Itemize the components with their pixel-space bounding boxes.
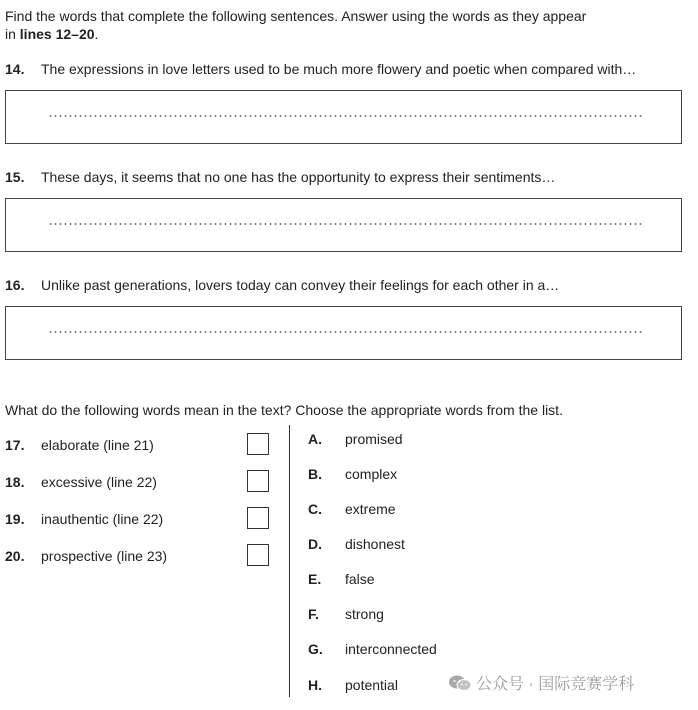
answer-line xyxy=(48,331,643,333)
question-text: These days, it seems that no one has the opportunity to express their sentiments… xyxy=(41,169,556,185)
answer-line xyxy=(48,223,643,225)
option-letter: A. xyxy=(308,431,322,447)
question-20 xyxy=(5,548,167,564)
question-16 xyxy=(5,277,559,293)
option-g xyxy=(308,641,437,657)
question-17 xyxy=(5,437,154,453)
question-number: 15. xyxy=(5,169,25,185)
question-number: 14. xyxy=(5,61,25,77)
question-number: 20. xyxy=(5,548,25,564)
watermark-text: 公众号 · 国际竞赛学科 xyxy=(476,676,635,693)
option-h xyxy=(308,677,398,693)
question-text: The expressions in love letters used to be much more flowery and poetic when compared with… xyxy=(41,61,637,77)
line-reference: lines 12–20 xyxy=(19,26,95,42)
answer-checkbox-18[interactable] xyxy=(247,470,269,492)
instructions-line-2: in lines 12–20. xyxy=(5,26,99,42)
option-word: promised xyxy=(345,431,403,447)
option-word: dishonest xyxy=(345,536,405,552)
matching-instruction: What do the following words mean in the text? Choose the appropriate words from the list. xyxy=(5,402,563,418)
question-15 xyxy=(5,169,555,185)
question-text: elaborate (line 21) xyxy=(41,437,154,453)
answer-box-15[interactable] xyxy=(5,198,682,252)
watermark xyxy=(448,671,634,694)
instructions-line-1: Find the words that complete the following sentences. Answer using the words as they appear xyxy=(5,8,587,24)
question-text: excessive (line 22) xyxy=(41,474,157,490)
question-text: inauthentic (line 22) xyxy=(41,511,164,527)
instructions xyxy=(5,7,645,43)
question-number: 18. xyxy=(5,474,25,490)
option-letter: D. xyxy=(308,536,322,552)
answer-line xyxy=(48,115,643,117)
column-divider xyxy=(289,425,290,697)
question-18 xyxy=(5,474,157,490)
option-letter: B. xyxy=(308,466,322,482)
option-word: complex xyxy=(345,466,398,482)
option-c xyxy=(308,501,396,517)
answer-box-14[interactable] xyxy=(5,90,682,144)
question-19 xyxy=(5,511,163,527)
answer-box-16[interactable] xyxy=(5,306,682,360)
question-number: 17. xyxy=(5,437,25,453)
answer-checkbox-19[interactable] xyxy=(247,507,269,529)
option-a xyxy=(308,431,403,447)
option-letter: F. xyxy=(308,606,319,622)
option-word: potential xyxy=(345,677,398,693)
option-word: extreme xyxy=(345,501,396,517)
question-14 xyxy=(5,61,636,77)
answer-checkbox-17[interactable] xyxy=(247,433,269,455)
option-letter: E. xyxy=(308,571,322,587)
question-number: 16. xyxy=(5,277,25,293)
question-number: 19. xyxy=(5,511,25,527)
option-e xyxy=(308,571,375,587)
option-letter: G. xyxy=(308,641,323,657)
option-f xyxy=(308,606,384,622)
wechat-icon xyxy=(448,674,472,692)
option-word: strong xyxy=(345,606,384,622)
option-letter: C. xyxy=(308,501,322,517)
option-b xyxy=(308,466,397,482)
answer-checkbox-20[interactable] xyxy=(247,544,269,566)
question-text: prospective (line 23) xyxy=(41,548,168,564)
option-d xyxy=(308,536,405,552)
option-letter: H. xyxy=(308,677,322,693)
option-word: false xyxy=(345,571,375,587)
question-text: Unlike past generations, lovers today can convey their feelings for each other in a… xyxy=(41,277,560,293)
option-word: interconnected xyxy=(345,641,437,657)
